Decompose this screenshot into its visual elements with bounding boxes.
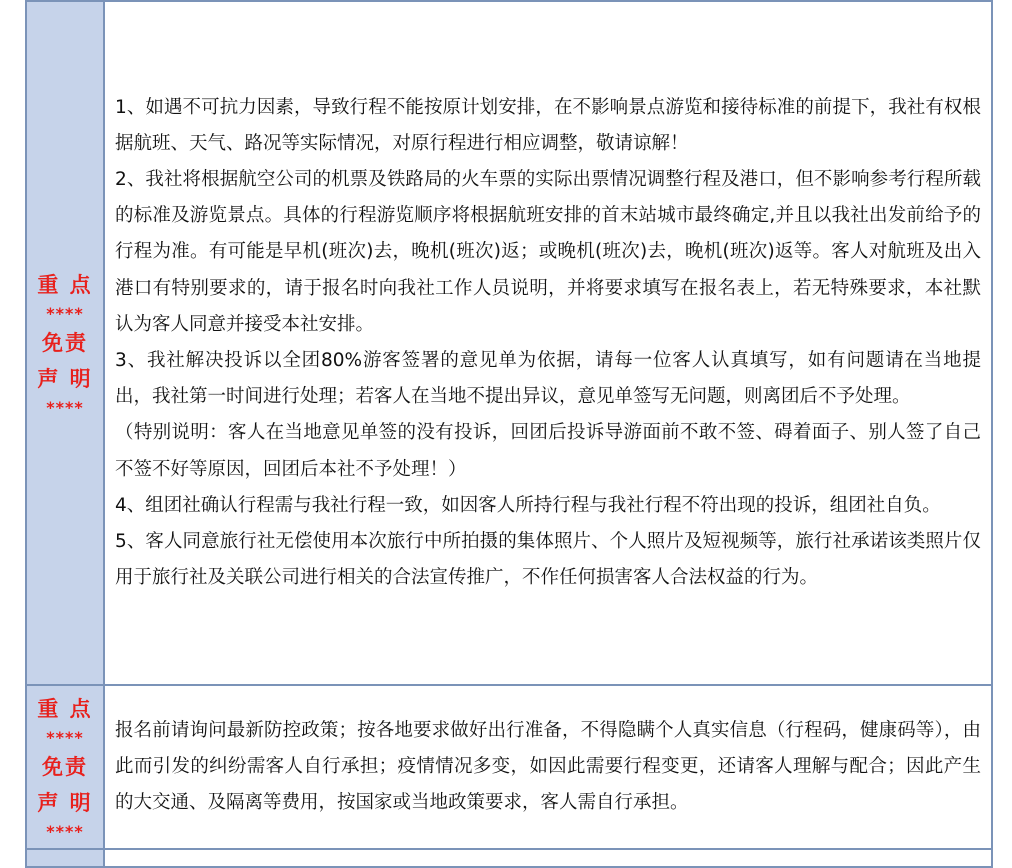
section-label-cell <box>26 849 104 867</box>
section-label-disclaimer: 免责 <box>42 331 88 355</box>
section-label-key-point: 重 点 <box>37 273 93 297</box>
section-label-disclaimer: 免责 <box>42 755 88 779</box>
disclaimer-document <box>25 0 993 862</box>
section-content <box>104 849 992 867</box>
section-label-statement: 声 明 <box>37 791 93 815</box>
section-label-stars: **** <box>46 822 84 841</box>
section-content <box>104 685 992 849</box>
disclaimer-table <box>25 0 993 868</box>
section-label-cell <box>26 1 104 685</box>
disclaimer-paragraph: （特别说明：客人在当地意见单签的没有投诉，回团后投诉导游面前不敢不签、碍着面子、别人签了自己不签不好等原因，回团后本社不予处理！） <box>115 422 981 480</box>
disclaimer-row <box>26 1 992 685</box>
section-label-stars: **** <box>46 398 84 417</box>
section-content <box>104 1 992 685</box>
disclaimer-paragraph: 4、组团社确认行程需与我社行程一致，如因客人所持行程与我社行程不符出现的投诉，组团社自负。 <box>115 494 941 516</box>
disclaimer-paragraph: 1、如遇不可抗力因素，导致行程不能按原计划安排，在不影响景点游览和接待标准的前提下，我社有权根据航班、天气、路况等实际情况，对原行程进行相应调整，敬请谅解！ <box>115 96 981 154</box>
section-label-key-point: 重 点 <box>37 697 93 721</box>
section-label-statement: 声 明 <box>37 367 93 391</box>
disclaimer-row <box>26 685 992 849</box>
disclaimer-paragraph: 报名前请询问最新防控政策；按各地要求做好出行准备，不得隐瞒个人真实信息（行程码，健康码等），由此而引发的纠纷需客人自行承担；疫情情况多变，如因此需要行程变更，还请客人理解与配合；因此产生的大交通、及隔离等费用，按国家或当地政策要求，客人需自行承担。 <box>115 719 981 814</box>
disclaimer-paragraph: 2、我社将根据航空公司的机票及铁路局的火车票的实际出票情况调整行程及港口，但不影响参考行程所载的标准及游览景点。具体的行程游览顺序将根据航班安排的首末站城市最终确定,并且以我社出发前给予的行程为准。有可能是早机(班次)去，晚机(班次)返；或晚机(班次)去，晚机(班次)返等。客人对航班及出入港口有特别要求的，请于报名时向我社工作人员说明，并将要求填写在报名表上，若无特殊要求，本社默认为客人同意并接受本社安排。 <box>115 168 981 335</box>
disclaimer-row-partial <box>26 849 992 867</box>
section-label-cell <box>26 685 104 849</box>
section-label-stars: **** <box>46 728 84 747</box>
disclaimer-paragraph: 5、客人同意旅行社无偿使用本次旅行中所拍摄的集体照片、个人照片及短视频等，旅行社承诺该类照片仅用于旅行社及关联公司进行相关的合法宣传推广，不作任何损害客人合法权益的行为。 <box>115 531 981 589</box>
section-label-stars: **** <box>46 304 84 323</box>
disclaimer-paragraph: 3、我社解决投诉以全团80%游客签署的意见单为依据，请每一位客人认真填写，如有问题请在当地提出，我社第一时间进行处理；若客人在当地不提出异议，意见单签写无问题，则离团后不予处理。 <box>115 350 981 408</box>
